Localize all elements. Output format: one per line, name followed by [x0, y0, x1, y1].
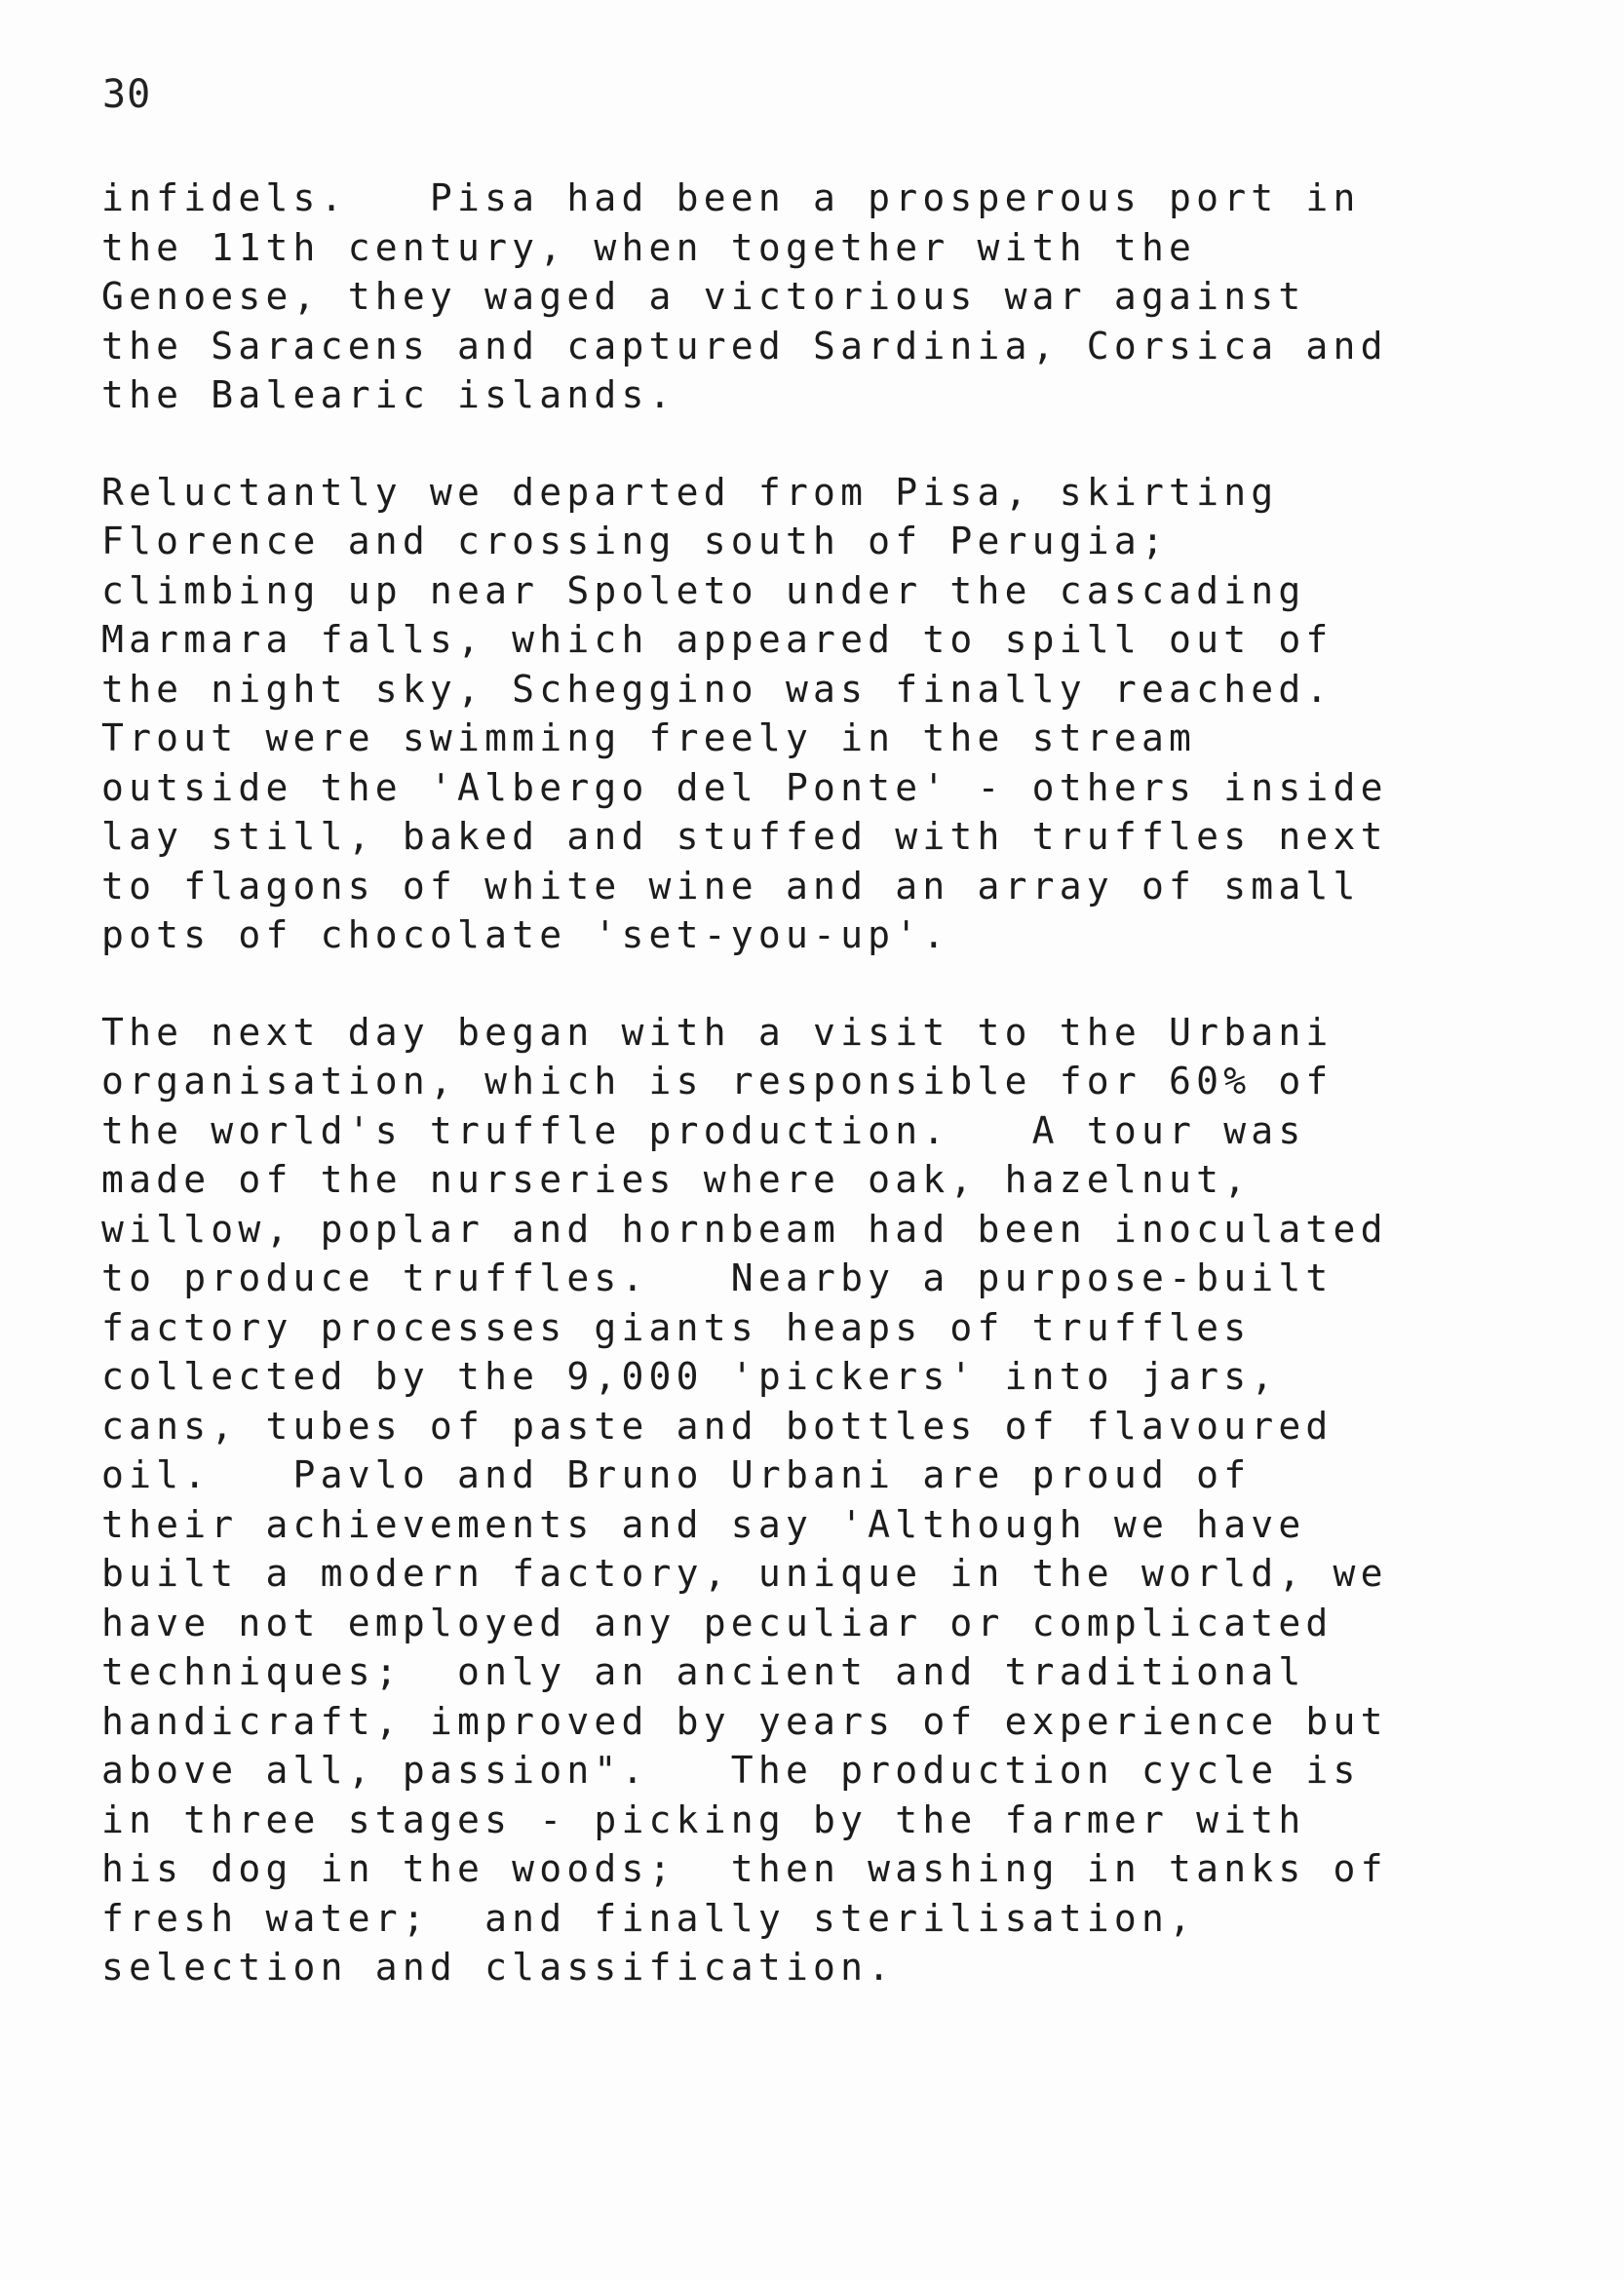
- text-line: pots of chocolate 'set-you-up'.: [101, 913, 950, 956]
- text-line: the night sky, Scheggino was finally reached.: [101, 667, 1334, 711]
- text-line: organisation, which is responsible for 60% of: [101, 1060, 1334, 1102]
- text-line: above all, passion". The production cycle is: [101, 1749, 1361, 1792]
- text-line: to flagons of white wine and an array of small: [101, 864, 1361, 908]
- text-line: the Saracens and captured Sardinia, Corsica and: [101, 324, 1388, 367]
- text-line: oil. Pavlo and Bruno Urbani are proud of: [101, 1453, 1252, 1496]
- text-line: Genoese, they waged a victorious war against: [101, 275, 1306, 318]
- body-text: [101, 174, 1544, 2040]
- text-line: lay still, baked and stuffed with truffles next: [101, 815, 1388, 858]
- text-line: cans, tubes of paste and bottles of flavoured: [101, 1404, 1334, 1448]
- text-line: Reluctantly we departed from Pisa, skirting: [101, 470, 1279, 514]
- text-line: the Balearic islands.: [101, 373, 677, 416]
- text-line: Trout were swimming freely in the stream: [101, 716, 1197, 759]
- text-line: collected by the 9,000 'pickers' into jars,: [101, 1355, 1279, 1398]
- text-line: the world's truffle production. A tour was: [101, 1108, 1306, 1152]
- text-line: climbing up near Spoleto under the cascading: [101, 568, 1306, 612]
- text-line: willow, poplar and hornbeam had been inoculated: [101, 1207, 1388, 1251]
- text-line: outside the 'Albergo del Ponte' - others inside: [101, 765, 1388, 809]
- text-line: Florence and crossing south of Perugia;: [101, 520, 1170, 562]
- text-line: fresh water; and finally sterilisation,: [101, 1896, 1197, 1940]
- text-line: selection and classification.: [101, 1946, 896, 1989]
- text-line: to produce truffles. Nearby a purpose-built: [101, 1256, 1334, 1299]
- text-line: Marmara falls, which appeared to spill out of: [101, 618, 1334, 661]
- text-line: factory processes giants heaps of truffles: [101, 1305, 1252, 1349]
- text-line: infidels. Pisa had been a prosperous port in: [101, 176, 1361, 219]
- text-line: their achievements and say 'Although we have: [101, 1502, 1306, 1546]
- paragraph-scheggino: [101, 468, 1544, 960]
- text-line: made of the nurseries where oak, hazelnut,: [101, 1158, 1252, 1201]
- text-line: built a modern factory, unique in the world, we: [101, 1552, 1388, 1595]
- text-line: the 11th century, when together with the: [101, 225, 1197, 269]
- text-line: have not employed any peculiar or complicated: [101, 1601, 1334, 1644]
- text-line: in three stages - picking by the farmer with: [101, 1797, 1306, 1841]
- paragraph-pisa: [101, 174, 1544, 420]
- paragraph-urbani: [101, 1008, 1544, 1992]
- text-line: handicraft, improved by years of experience but: [101, 1699, 1388, 1743]
- text-line: techniques; only an ancient and traditional: [101, 1650, 1306, 1693]
- text-line: The next day began with a visit to the Urbani: [101, 1010, 1334, 1054]
- page-number: 30: [102, 72, 152, 117]
- text-line: his dog in the woods; then washing in tanks of: [101, 1847, 1388, 1890]
